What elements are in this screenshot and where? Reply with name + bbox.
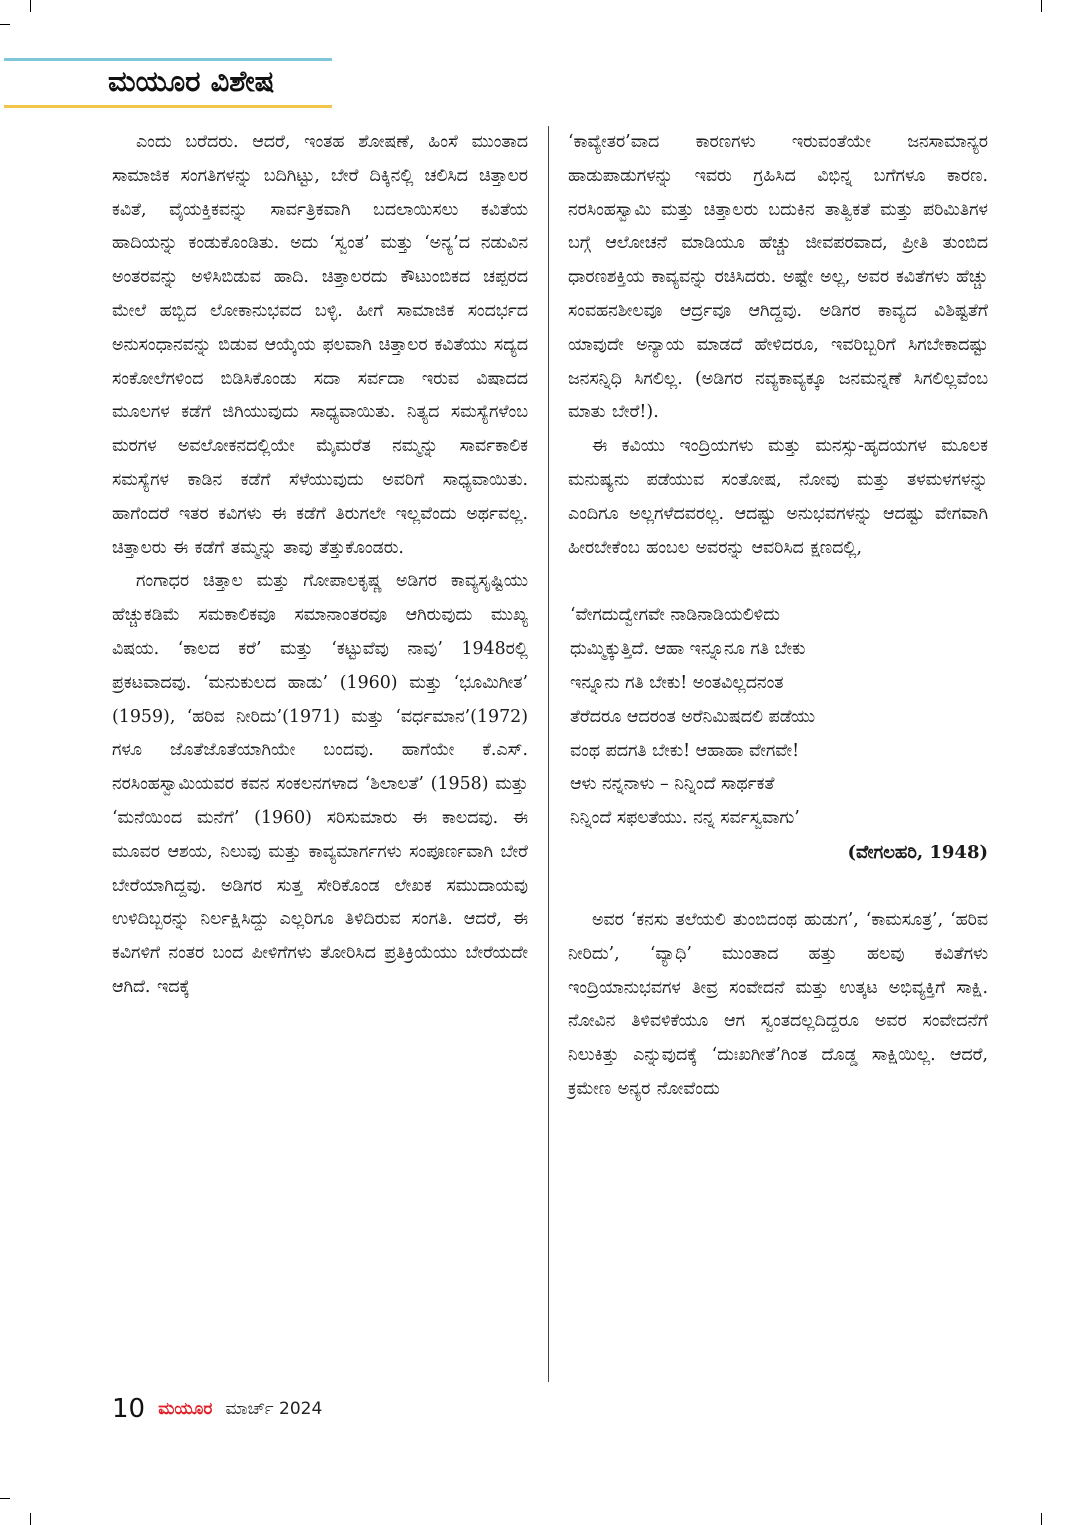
page-footer: [112, 1394, 322, 1426]
body-paragraph: ‘ಕಾವ್ಯೇತರ’ವಾದ ಕಾರಣಗಳು ಇರುವಂತೆಯೇ ಜನಸಾಮಾನ್ಯರ ಹಾಡುಪಾಡುಗಳನ್ನು ಇವರು ಗ್ರಹಿಸಿದ ವಿಭಿನ್ನ ಬಗೆಗಳೂ ಕಾರಣ. ನರಸಿಂಹಸ್ವಾಮಿ ಮತ್ತು ಚಿತ್ತಾಲರು ಬದುಕಿನ ತಾತ್ವಿಕತೆ ಮತ್ತು ಪರಿಮಿತಿಗಳ ಬಗ್ಗೆ ಆಲೋಚನೆ ಮಾಡಿಯೂ ಹೆಚ್ಚು ಜೀವಪರವಾದ, ಪ್ರೀತಿ ತುಂಬಿದ ಧಾರಣಶಕ್ತಿಯ ಕಾವ್ಯವನ್ನು ರಚಿಸಿದರು. ಅಷ್ಟೇ ಅಲ್ಲ, ಅವರ ಕವಿತೆಗಳು ಹೆಚ್ಚು ಸಂವಹನಶೀಲವೂ ಆರ್ದ್ರವೂ ಆಗಿದ್ದವು. ಅಡಿಗರ ಕಾವ್ಯದ ವಿಶಿಷ್ಟತೆಗೆ ಯಾವುದೇ ಅನ್ಯಾಯ ಮಾಡದೆ ಹೇಳಿದರೂ, ಇವರಿಬ್ಬರಿಗೆ ಸಿಗಬೇಕಾದಷ್ಟು ಜನಸನ್ನಿಧಿ ಸಿಗಲಿಲ್ಲ. (ಅಡಿಗರ ನವ್ಯಕಾವ್ಯಕ್ಕೂ ಜನಮನ್ನಣೆ ಸಿಗಲಿಲ್ಲವೆಂಬ ಮಾತು ಬೇರೆ!).: [568, 132, 988, 423]
spacer: [568, 870, 988, 904]
poem-line: ಇನ್ನೂನು ಗತಿ ಬೇಕು! ಅಂತವಿಲ್ಲದನಂತ: [570, 672, 784, 693]
column-divider: [548, 126, 549, 1382]
left-column: [112, 126, 528, 1005]
page-number: 10: [112, 1394, 146, 1424]
crop-mark-top-left: [30, 0, 31, 12]
crop-mark-bottom-left: [30, 1513, 31, 1525]
poem-line: ಆಳು ನನ್ನನಾಳು – ನಿನ್ನಿಂದೆ ಸಾರ್ಥಕತೆ: [570, 774, 775, 795]
right-column: [568, 126, 988, 1107]
issue-date: ಮಾರ್ಚ್ 2024: [225, 1399, 323, 1419]
header-bottom-rule: [4, 105, 332, 108]
magazine-logo: ಮಯೂರ: [158, 1399, 213, 1419]
crop-mark-top-right: [1041, 0, 1042, 12]
section-title: ಮಯೂರ ವಿಶೇಷ: [108, 64, 275, 98]
body-paragraph: ಎಂದು ಬರೆದರು. ಆದರೆ, ಇಂತಹ ಶೋಷಣೆ, ಹಿಂಸೆ ಮುಂತಾದ ಸಾಮಾಜಿಕ ಸಂಗತಿಗಳನ್ನು ಬದಿಗಿಟ್ಟು, ಬೇರೆ ದಿಕ್ಕಿನಲ್ಲಿ ಚಲಿಸಿದ ಚಿತ್ತಾಲರ ಕವಿತೆ, ವೈಯಕ್ತಿಕವನ್ನು ಸಾರ್ವತ್ರಿಕವಾಗಿ ಬದಲಾಯಿಸಲು ಕವಿತೆಯ ಹಾದಿಯನ್ನು ಕಂಡುಕೊಂಡಿತು. ಅದು ‘ಸ್ವಂತ’ ಮತ್ತು ‘ಅನ್ಯ’ದ ನಡುವಿನ ಅಂತರವನ್ನು ಅಳಿಸಿಬಿಡುವ ಹಾದಿ. ಚಿತ್ತಾಲರದು ಕೌಟುಂಬಿಕದ ಚಪ್ಪರದ ಮೇಲೆ ಹಬ್ಬಿದ ಲೋಕಾನುಭವದ ಬಳ್ಳಿ. ಹೀಗೆ ಸಾಮಾಜಿಕ ಸಂದರ್ಭದ ಅನುಸಂಧಾನವನ್ನು ಬಿಡುವ ಆಯ್ಕೆಯ ಫಲವಾಗಿ ಚಿತ್ತಾಲರ ಕವಿತೆಯು ಸದ್ಯದ ಸಂಕೋಲೆಗಳಿಂದ ಬಿಡಿಸಿಕೊಂಡು ಸದಾ ಸರ್ವದಾ ಇರುವ ವಿಷಾದದ ಮೂಲಗಳ ಕಡೆಗೆ ಜಿಗಿಯುವುದು ಸಾಧ್ಯವಾಯಿತು. ನಿತ್ಯದ ಸಮಸ್ಯೆಗಳೆಂಬ ಮರಗಳ ಅವಲೋಕನದಲ್ಲಿಯೇ ಮೈಮರೆತ ನಮ್ಮನ್ನು ಸಾರ್ವಕಾಲಿಕ ಸಮಸ್ಯೆಗಳ ಕಾಡಿನ ಕಡೆಗೆ ಸೆಳೆಯುವುದು ಅವರಿಗೆ ಸಾಧ್ಯವಾಯಿತು. ಹಾಗೆಂದರೆ ಇತರ ಕವಿಗಳು ಈ ಕಡೆಗೆ ತಿರುಗಲೇ ಇಲ್ಲವೆಂದು ಅರ್ಥವಲ್ಲ. ಚಿತ್ತಾಲರು ಈ ಕಡೆಗೆ ತಮ್ಮನ್ನು ತಾವು ತೆತ್ತುಕೊಂಡರು.: [112, 132, 528, 558]
poem-line: ಧುಮ್ಮಿಕ್ಕುತ್ತಿದೆ. ಆಹಾ ಇನ್ನೂನೂ ಗತಿ ಬೇಕು: [570, 639, 806, 660]
header-top-rule: [4, 58, 332, 61]
poem-quote: [568, 599, 988, 870]
body-paragraph: ಅವರ ‘ಕನಸು ತಲೆಯಲಿ ತುಂಬಿದಂಥ ಹುಡುಗ’, ‘ಕಾಮಸೂತ್ರ’, ‘ಹರಿವ ನೀರಿದು’, ‘ವ್ಯಾಧಿ’ ಮುಂತಾದ ಹತ್ತು ಹಲವು ಕವಿತೆಗಳು ಇಂದ್ರಿಯಾನುಭವಗಳ ತೀವ್ರ ಸಂವೇದನೆ ಮತ್ತು ಉತ್ಕಟ ಅಭಿವ್ಯಕ್ತಿಗೆ ಸಾಕ್ಷಿ. ನೋವಿನ ತಿಳಿವಳಿಕೆಯೂ ಆಗ ಸ್ವಂತದಲ್ಲದಿದ್ದರೂ ಅವರ ಸಂವೇದನೆಗೆ ನಿಲುಕಿತ್ತು ಎನ್ನುವುದಕ್ಕೆ ‘ದುಃಖಗೀತೆ’ಗಿಂತ ದೊಡ್ಡ ಸಾಕ್ಷಿಯಿಲ್ಲ. ಆದರೆ, ಕ್ರಮೇಣ ಅನ್ಯರ ನೋವೆಂದು: [568, 909, 988, 1099]
poem-source: (ವೇಗಲಹರಿ, 1948): [847, 841, 988, 863]
body-paragraph: ಈ ಕವಿಯು ಇಂದ್ರಿಯಗಳು ಮತ್ತು ಮನಸ್ಸು-ಹೃದಯಗಳ ಮೂಲಕ ಮನುಷ್ಯನು ಪಡೆಯುವ ಸಂತೋಷ, ನೋವು ಮತ್ತು ತಳಮಳಗಳನ್ನು ಎಂದಿಗೂ ಅಲ್ಲಗಳೆದವರಲ್ಲ. ಆದಷ್ಟು ಅನುಭವಗಳನ್ನು ಆದಷ್ಟು ವೇಗವಾಗಿ ಹೀರಬೇಕೆಂಬ ಹಂಬಲ ಅವರನ್ನು ಆವರಿಸಿದ ಕ್ಷಣದಲ್ಲಿ,: [568, 436, 988, 558]
poem-line: ‘ವೇಗದುದ್ವೇಗವೇ ನಾಡಿನಾಡಿಯಲಿಳಿದು: [570, 605, 780, 626]
poem-line: ವಂಥ ಪದಗತಿ ಬೇಕು! ಆಹಾಹಾ ವೇಗವೇ!: [570, 740, 800, 761]
poem-line: ತೆರೆದರೂ ಆದರಂತ ಅರೆನಿಮಿಷದಲಿ ಪಡೆಯು: [570, 706, 816, 727]
poem-line: ನಿನ್ನಿಂದೆ ಸಫಲತೆಯು. ನನ್ನ ಸರ್ವಸ್ವವಾಗು’: [570, 808, 800, 829]
crop-mark-left-lower: [0, 1498, 10, 1499]
spacer: [568, 565, 988, 599]
crop-mark-left-upper: [0, 24, 10, 25]
body-paragraph: ಗಂಗಾಧರ ಚಿತ್ತಾಲ ಮತ್ತು ಗೋಪಾಲಕೃಷ್ಣ ಅಡಿಗರ ಕಾವ್ಯಸೃಷ್ಟಿಯು ಹೆಚ್ಚುಕಡಿಮೆ ಸಮಕಾಲಿಕವೂ ಸಮಾನಾಂತರವೂ ಆಗಿರುವುದು ಮುಖ್ಯ ವಿಷಯ. ‘ಕಾಲದ ಕರೆ’ ಮತ್ತು ‘ಕಟ್ಟುವೆವು ನಾವು’ 1948ರಲ್ಲಿ ಪ್ರಕಟವಾದವು. ‘ಮನುಕುಲದ ಹಾಡು’ (1960) ಮತ್ತು ‘ಭೂಮಿಗೀತ’ (1959), ‘ಹರಿವ ನೀರಿದು’(1971) ಮತ್ತು ‘ವರ್ಧಮಾನ’(1972) ಗಳೂ ಜೊತೆಜೊತೆಯಾಗಿಯೇ ಬಂದವು. ಹಾಗೆಯೇ ಕೆ.ಎಸ್. ನರಸಿಂಹಸ್ವಾಮಿಯವರ ಕವನ ಸಂಕಲನಗಳಾದ ‘ಶಿಲಾಲತೆ’ (1958) ಮತ್ತು ‘ಮನೆಯಿಂದ ಮನೆಗೆ’ (1960) ಸರಿಸುಮಾರು ಈ ಕಾಲದವು. ಈ ಮೂವರ ಆಶಯ, ನಿಲುವು ಮತ್ತು ಕಾವ್ಯಮಾರ್ಗಗಳು ಸಂಪೂರ್ಣವಾಗಿ ಬೇರೆ ಬೇರೆಯಾಗಿದ್ದವು. ಅಡಿಗರ ಸುತ್ತ ಸೇರಿಕೊಂಡ ಲೇಖಕ ಸಮುದಾಯವು ಉಳಿದಿಬ್ಬರನ್ನು ನಿರ್ಲಕ್ಷಿಸಿದ್ದು ಎಲ್ಲರಿಗೂ ತಿಳಿದಿರುವ ಸಂಗತಿ. ಆದರೆ, ಈ ಕವಿಗಳಿಗೆ ನಂತರ ಬಂದ ಪೀಳಿಗೆಗಳು ತೋರಿಸಿದ ಪ್ರತಿಕ್ರಿಯೆಯು ಬೇರೆಯದೇ ಆಗಿದೆ. ಇದಕ್ಕೆ: [112, 571, 528, 997]
section-header: [4, 58, 332, 108]
crop-mark-bottom-right: [1041, 1513, 1042, 1525]
